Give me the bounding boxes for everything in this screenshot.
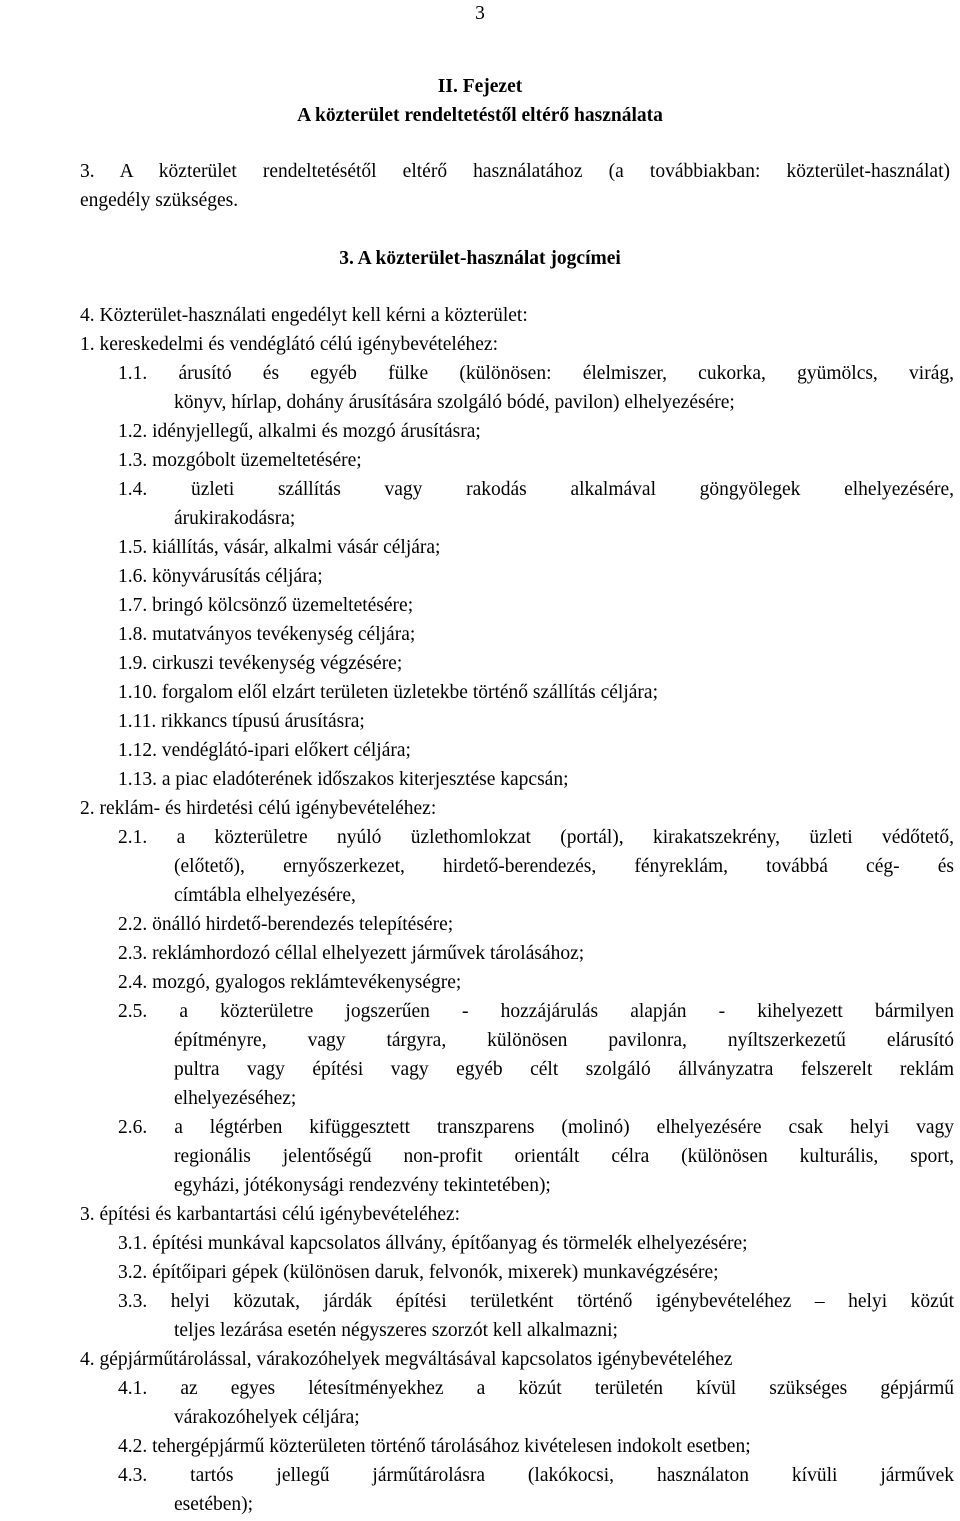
list-item-1-7: 1.7. bringó kölcsönző üzemeltetésére; (118, 595, 414, 616)
list-item-2-5-cont-2: pultra vagy építési vagy egyéb célt szolgáló állványzatra felszerelt reklám (174, 1059, 954, 1080)
list-item-4: 4. gépjárműtárolással, várakozóhelyek megváltásával kapcsolatos igénybevételéhez (80, 1349, 733, 1370)
list-item-2-6-cont-2: egyházi, jótékonysági rendezvény tekintetében); (174, 1175, 551, 1196)
list-item-4-2: 4.2. tehergépjármű közterületen történő tárolásához kivételesen indokolt esetben; (118, 1436, 751, 1457)
section-3-paragraph-line-2: engedély szükséges. (80, 190, 239, 211)
list-item-2-5-cont-3: elhelyezéséhez; (174, 1088, 297, 1109)
list-item-1-4-cont: árukirakodásra; (174, 508, 296, 529)
list-item-1-11: 1.11. rikkancs típusú árusításra; (118, 711, 365, 732)
list-item-3-2: 3.2. építőipari gépek (különösen daruk, felvonók, mixerek) munkavégzésére; (118, 1262, 719, 1283)
list-item-4-1: 4.1. az egyes létesítményekhez a közút területén kívül szükséges gépjármű (118, 1378, 954, 1399)
list-item-1-10: 1.10. forgalom elől elzárt területen üzletekbe történő szállítás céljára; (118, 682, 658, 703)
list-item-1-1-cont: könyv, hírlap, dohány árusítására szolgáló bódé, pavilon) elhelyezésére; (174, 392, 735, 413)
list-item-1: 1. kereskedelmi és vendéglátó célú igénybevételéhez: (80, 334, 498, 355)
section-3-paragraph-line-1: 3. A közterület rendeltetésétől eltérő használatához (a továbbiakban: közterület-használat) (80, 161, 950, 182)
list-item-1-5: 1.5. kiállítás, vásár, alkalmi vásár céljára; (118, 537, 441, 558)
list-item-2-2: 2.2. önálló hirdető-berendezés telepítésére; (118, 914, 454, 935)
list-item-1-8: 1.8. mutatványos tevékenység céljára; (118, 624, 416, 645)
list-item-2-6: 2.6. a légtérben kifüggesztett transzparens (molinó) elhelyezésére csak helyi vagy (118, 1117, 954, 1138)
list-item-3: 3. építési és karbantartási célú igénybevételéhez: (80, 1204, 461, 1225)
list-item-2-5-cont-1: építményre, vagy tárgyra, különösen pavilonra, nyíltszerkezetű elárusító (174, 1030, 954, 1051)
list-item-2-1-cont-1: (előtető), ernyőszerkezet, hirdető-berendezés, fényreklám, továbbá cég- és (174, 856, 954, 877)
list-item-1-2: 1.2. idényjellegű, alkalmi és mozgó árusításra; (118, 421, 481, 442)
list-item-2: 2. reklám- és hirdetési célú igénybevételéhez: (80, 798, 437, 819)
list-item-1-3: 1.3. mozgóbolt üzemeltetésére; (118, 450, 362, 471)
list-item-3-1: 3.1. építési munkával kapcsolatos állvány, építőanyag és törmelék elhelyezésére; (118, 1233, 748, 1254)
list-item-2-1: 2.1. a közterületre nyúló üzlethomlokzat (portál), kirakatszekrény, üzleti védőtető, (118, 827, 954, 848)
list-item-2-5: 2.5. a közterületre jogszerűen - hozzájárulás alapján - kihelyezett bármilyen (118, 1001, 954, 1022)
chapter-title: A közterület rendeltetéstől eltérő használata (297, 105, 663, 126)
list-item-1-6: 1.6. könyvárusítás céljára; (118, 566, 323, 587)
list-item-1-9: 1.9. cirkuszi tevékenység végzésére; (118, 653, 403, 674)
list-item-2-4: 2.4. mozgó, gyalogos reklámtevékenységre; (118, 972, 462, 993)
list-item-1-1: 1.1. árusító és egyéb fülke (különösen: élelmiszer, cukorka, gyümölcs, virág, (118, 363, 954, 384)
list-item-4-3: 4.3. tartós jellegű járműtárolásra (lakókocsi, használaton kívüli járművek (118, 1465, 954, 1486)
list-item-1-4: 1.4. üzleti szállítás vagy rakodás alkalmával göngyölegek elhelyezésére, (118, 479, 954, 500)
list-item-4-1-cont: várakozóhelyek céljára; (174, 1407, 360, 1428)
list-item-1-13: 1.13. a piac eladóterének időszakos kiterjesztése kapcsán; (118, 769, 569, 790)
list-item-4-3-cont: esetében); (174, 1494, 254, 1515)
section-heading: 3. A közterület-használat jogcímei (339, 248, 621, 269)
list-item-3-3: 3.3. helyi közutak, járdák építési területként történő igénybevételéhez – helyi közút (118, 1291, 954, 1312)
chapter-number: II. Fejezet (437, 76, 523, 97)
page-number: 3 (475, 3, 485, 24)
list-item-2-6-cont-1: regionális jelentőségű non-profit orientált célra (különösen kulturális, sport, (174, 1146, 954, 1167)
list-item-2-1-cont-2: címtábla elhelyezésére, (174, 885, 356, 906)
list-item-1-12: 1.12. vendéglátó-ipari előkert céljára; (118, 740, 411, 761)
list-item-3-3-cont: teljes lezárása esetén négyszeres szorzót kell alkalmazni; (174, 1320, 618, 1341)
intro-paragraph: 4. Közterület-használati engedélyt kell kérni a közterület: (80, 305, 528, 326)
list-item-2-3: 2.3. reklámhordozó céllal elhelyezett járművek tárolásához; (118, 943, 585, 964)
